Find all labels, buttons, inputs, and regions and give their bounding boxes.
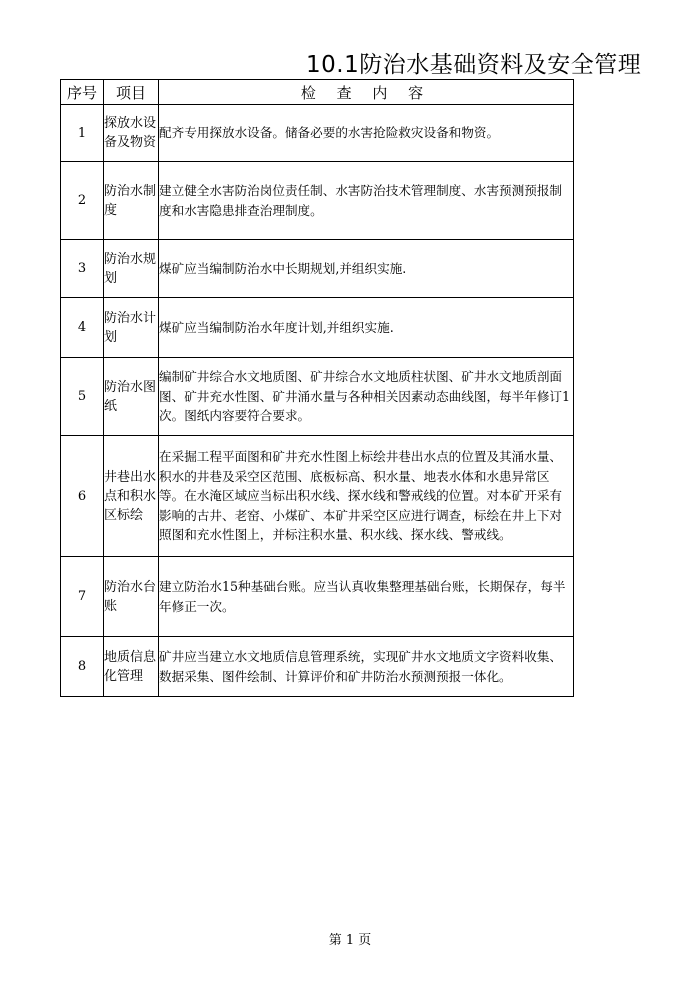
row-item: 防治水台账 [104,557,159,637]
row-no: 3 [61,240,104,298]
table-row [61,298,574,358]
row-no: 4 [61,298,104,358]
row-item: 防治水制度 [104,162,159,240]
row-no: 1 [61,105,104,162]
row-item: 井巷出水点和积水区标绘 [104,436,159,557]
header-content: 检 查 内 容 [159,80,574,105]
row-content: 配齐专用探放水设备。储备必要的水害抢险救灾设备和物资。 [159,105,574,162]
table-row [61,358,574,436]
row-content: 编制矿井综合水文地质图、矿井综合水文地质柱状图、矿井水文地质剖面图、矿井充水性图、矿井涌水量与各种相关因素动态曲线图，每半年修订1次。图纸内容要符合要求。 [159,358,574,436]
table-row [61,240,574,298]
header-no: 序号 [61,80,104,105]
page-number: 第 1 页 [328,933,372,948]
table-row [61,557,574,637]
table-row [61,637,574,697]
row-content: 煤矿应当编制防治水年度计划,并组织实施. [159,298,574,358]
inspection-table [60,79,574,697]
row-item: 探放水设备及物资 [104,105,159,162]
header-item: 项目 [104,80,159,105]
row-no: 5 [61,358,104,436]
row-item: 防治水规划 [104,240,159,298]
row-content: 在采掘工程平面图和矿井充水性图上标绘井巷出水点的位置及其涌水量、积水的井巷及采空区范围、底板标高、积水量、地表水体和水患异常区等。在水淹区域应当标出积水线、探水线和警戒线的位置。对本矿开采有影响的古井、老窑、小煤矿、本矿井采空区应进行调查，标绘在井上下对照图和充水性图上，并标注积水量、积水线、探水线、警戒线。 [159,436,574,557]
table-row [61,162,574,240]
document-title: 10.1防治水基础资料及安全管理 [306,52,642,78]
row-content: 煤矿应当编制防治水中长期规划,并组织实施. [159,240,574,298]
table-row [61,436,574,557]
row-item: 地质信息化管理 [104,637,159,697]
row-content: 建立健全水害防治岗位责任制、水害防治技术管理制度、水害预测预报制度和水害隐患排查治理制度。 [159,162,574,240]
table-row [61,105,574,162]
row-no: 8 [61,637,104,697]
row-content: 矿井应当建立水文地质信息管理系统，实现矿井水文地质文字资料收集、数据采集、图件绘制、计算评价和矿井防治水预测预报一体化。 [159,637,574,697]
row-no: 6 [61,436,104,557]
row-no: 2 [61,162,104,240]
row-item: 防治水图纸 [104,358,159,436]
row-item: 防治水计划 [104,298,159,358]
row-content: 建立防治水15种基础台账。应当认真收集整理基础台账，长期保存，每半年修正一次。 [159,557,574,637]
row-no: 7 [61,557,104,637]
table-header-row [61,80,574,105]
